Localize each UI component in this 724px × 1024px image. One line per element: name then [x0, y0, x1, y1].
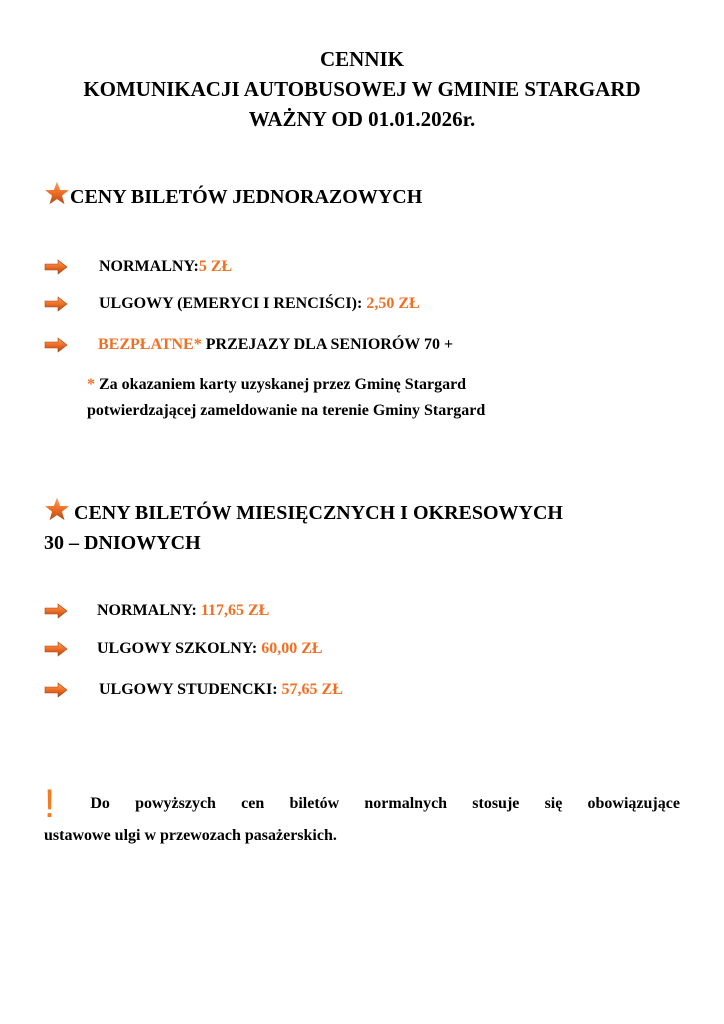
price-value: 117,65 ZŁ: [200, 602, 270, 619]
footnote-line-1: Za okazaniem karty uzyskanej przez Gminę Stargard: [95, 376, 467, 393]
price-value: 5 ZŁ: [198, 258, 233, 275]
footnote-line-2: potwierdzającej zameldowanie na terenie Gminy Stargard: [87, 402, 486, 419]
price-label: PRZEJAZY DLA SENIORÓW 70 +: [201, 336, 454, 353]
arrow-right-icon: [44, 682, 68, 698]
notice-word: się: [544, 795, 563, 812]
section-single-tickets-heading: [44, 180, 422, 209]
price-label: ULGOWY (EMERYCI I RENCIŚCI):: [99, 295, 367, 312]
exclamation-icon: !: [44, 782, 56, 826]
price-label: NORMALNY:: [97, 602, 201, 619]
price-label: ULGOWY SZKOLNY:: [97, 640, 262, 657]
notice-line-2: ustawowe ulgi w przewozach pasażerskich.: [44, 827, 337, 844]
notice-word: biletów: [289, 795, 340, 812]
footnote: [87, 372, 485, 424]
notice-word: Do: [90, 795, 110, 812]
price-label: NORMALNY:: [99, 258, 199, 275]
price-row-school-monthly: [44, 640, 323, 658]
notice-word: obowiązujące: [587, 795, 680, 812]
notice-word: stosuje: [472, 795, 520, 812]
price-row-reduced-single: [44, 295, 420, 313]
price-row-student-monthly: [44, 681, 343, 699]
price-value: 60,00 ZŁ: [261, 640, 323, 657]
notice-word: cen: [241, 795, 265, 812]
notice: [44, 782, 680, 850]
price-list-title: CENNIK: [319, 47, 404, 71]
price-value: 2,50 ZŁ: [366, 295, 420, 312]
arrow-right-icon: [44, 337, 68, 353]
free-highlight: BEZPŁATNE*: [98, 336, 202, 353]
section-title-line-2: 30 – DNIOWYCH: [44, 532, 201, 554]
section-monthly-tickets-heading: [44, 496, 563, 558]
price-row-normal-monthly: [44, 602, 269, 620]
section-title-line-1: CENY BILETÓW MIESIĘCZNYCH I OKRESOWYCH: [74, 502, 563, 524]
arrow-right-icon: [44, 296, 68, 312]
price-label: ULGOWY STUDENCKI:: [99, 681, 282, 698]
star-icon: [44, 180, 70, 206]
price-list-subtitle: KOMUNIKACJI AUTOBUSOWEJ W GMINIE STARGARD: [83, 77, 641, 101]
star-icon: [44, 496, 70, 522]
notice-word: powyższych: [135, 795, 216, 812]
arrow-right-icon: [44, 259, 68, 275]
price-row-free-seniors: [44, 336, 453, 354]
section-title: CENY BILETÓW JEDNORAZOWYCH: [70, 186, 423, 208]
price-value: 57,65 ZŁ: [281, 681, 343, 698]
notice-line-1: [44, 782, 680, 826]
arrow-right-icon: [44, 641, 68, 657]
price-row-normal-single: [44, 258, 232, 276]
valid-from-date: WAŻNY OD 01.01.2026r.: [248, 107, 476, 131]
arrow-right-icon: [44, 603, 68, 619]
notice-word: normalnych: [364, 795, 448, 812]
footnote-mark: *: [87, 376, 95, 393]
